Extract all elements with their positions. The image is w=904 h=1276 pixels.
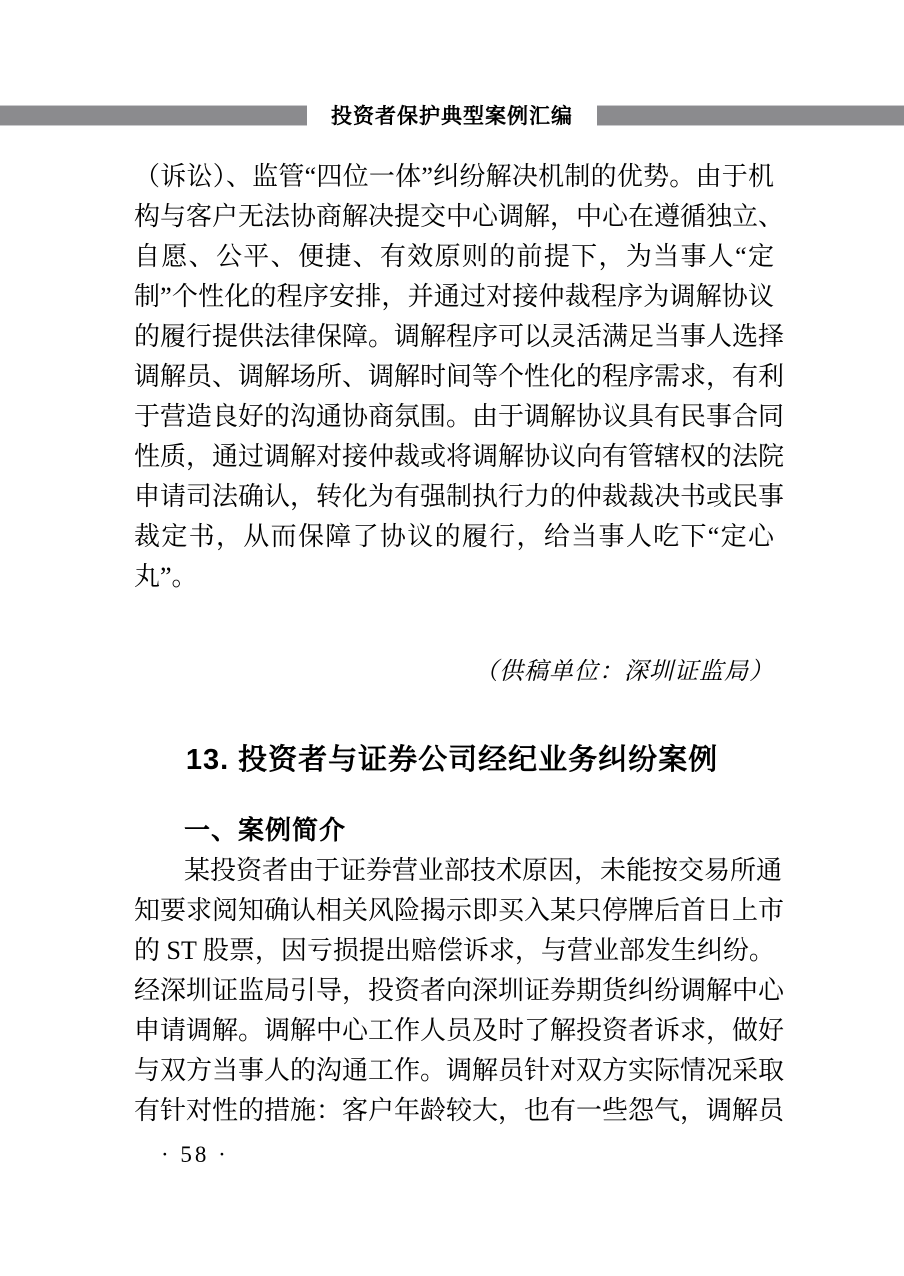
text-line: 裁定书，从而保障了协议的履行，给当事人吃下“定心: [134, 522, 774, 551]
page-header: [0, 104, 904, 126]
running-head: 投资者保护典型案例汇编: [331, 105, 573, 128]
text-line: 与双方当事人的沟通工作。调解员针对双方实际情况采取: [134, 1056, 785, 1085]
text-line: 自愿、公平、便捷、有效原则的前提下，为当事人“定: [134, 242, 774, 271]
text-line: 调解员、调解场所、调解时间等个性化的程序需求，有利: [134, 362, 785, 391]
section-heading: 13. 投资者与证券公司经纪业务纠纷案例: [185, 744, 719, 776]
text-line: 丸”。: [134, 562, 198, 591]
attribution-line: （供稿单位：深圳证监局）: [474, 659, 774, 685]
text-line: 有针对性的措施：客户年龄较大，也有一些怨气，调解员: [134, 1096, 785, 1125]
header-rule-left: [0, 105, 307, 126]
text-line: 知要求阅知确认相关风险揭示即买入某只停牌后首日上市: [134, 896, 785, 925]
paragraph-continuation: [134, 157, 785, 597]
subsection-heading: 一、案例简介: [184, 815, 347, 845]
text-line: 的履行提供法律保障。调解程序可以灵活满足当事人选择: [134, 322, 785, 351]
text-line: 某投资者由于证券营业部技术原因，未能按交易所通: [184, 856, 783, 885]
text-line: （诉讼）、监管“四位一体”纠纷解决机制的优势。由于机: [134, 162, 774, 191]
text-line: 性质，通过调解对接仲裁或将调解协议向有管辖权的法院: [134, 442, 785, 471]
case-summary-paragraph: [134, 851, 785, 1131]
text-line: 的 ST 股票，因亏损提出赔偿诉求，与营业部发生纠纷。: [134, 936, 775, 965]
header-rule-right: [597, 105, 904, 126]
text-line: 构与客户无法协商解决提交中心调解，中心在遵循独立、: [134, 202, 785, 231]
text-line: 申请司法确认，转化为有强制执行力的仲裁裁决书或民事: [134, 482, 785, 511]
text-line: 制”个性化的程序安排，并通过对接仲裁程序为调解协议: [134, 282, 774, 311]
text-line: 申请调解。调解中心工作人员及时了解投资者诉求，做好: [134, 1016, 785, 1045]
text-line: 于营造良好的沟通协商氛围。由于调解协议具有民事合同: [134, 402, 785, 431]
page-number: · 58 ·: [161, 1142, 229, 1167]
text-line: 经深圳证监局引导，投资者向深圳证券期货纠纷调解中心: [134, 976, 785, 1005]
